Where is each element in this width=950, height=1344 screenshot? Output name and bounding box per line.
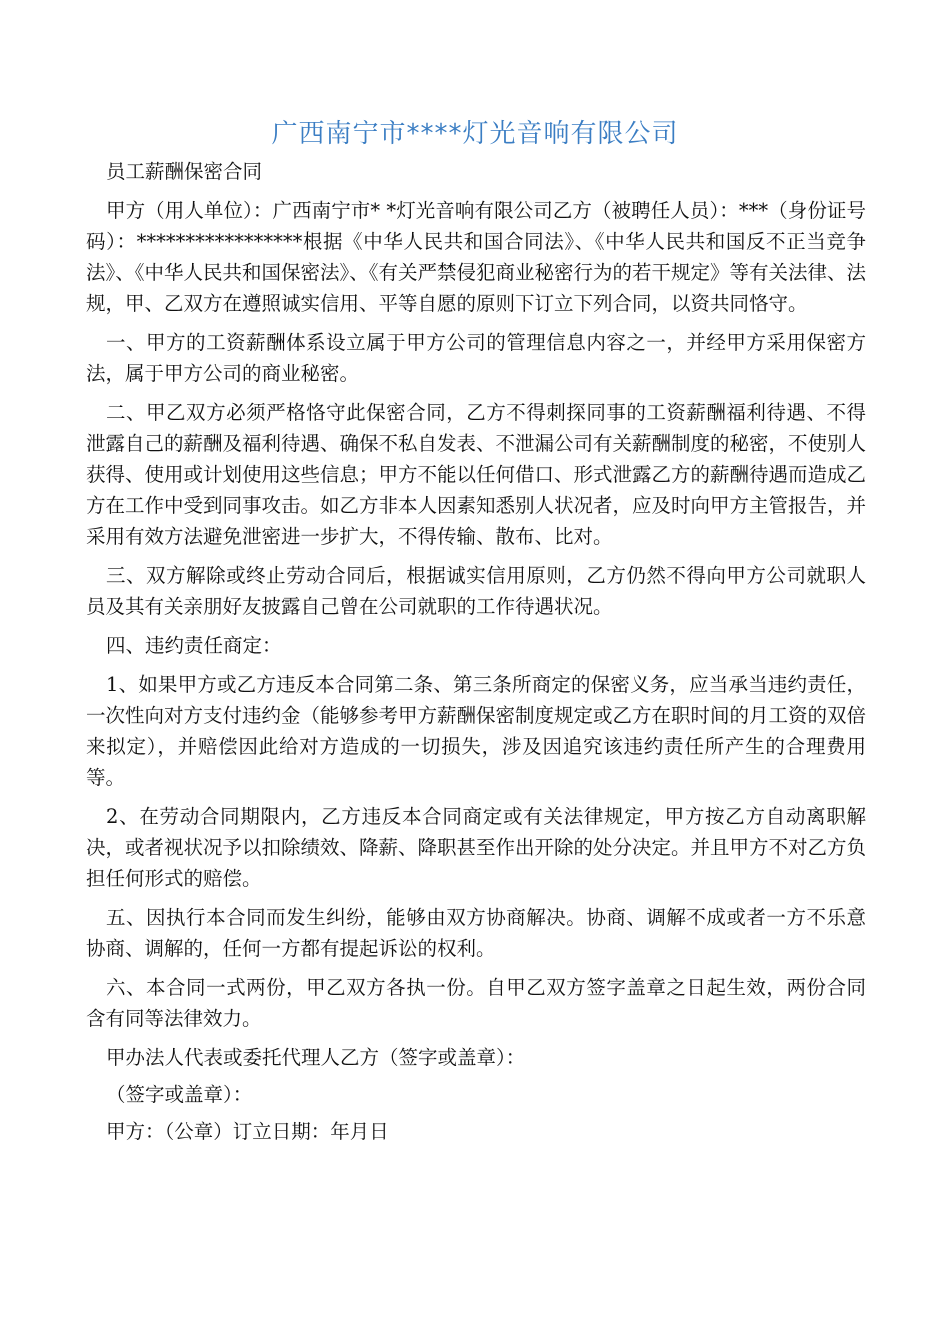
signature-line-seal: （签字或盖章）： xyxy=(106,1083,253,1106)
parties-intro-paragraph: 甲方（用人单位）：广西南宁市* *灯光音响有限公司乙方（被聘任人员）：***（身份证号码）：*****************根据《中华人民共和国合同法》、《中华人民共和国反不正当竞争法》、《中华人民共和国保密法》、《有关严禁侵犯商业秘密行为的若干规定》等有关法律、法规，甲、乙双方在遵照诚实信用、平等自愿的原则下订立下列合同，以资共同恪守。 xyxy=(86,199,867,315)
contract-body xyxy=(86,156,866,1153)
company-title: 广西南宁市****灯光音响有限公司 xyxy=(271,119,679,149)
signature-line-date: 甲方：（公章）订立日期：年月日 xyxy=(106,1120,389,1143)
clause-5-paragraph: 五、因执行本合同而发生纠纷，能够由双方协商解决。协商、调解不成或者一方不乐意协商、调解的，任何一方都有提起诉讼的权利。 xyxy=(86,906,866,960)
clause-4-item-2: 2、在劳动合同期限内，乙方违反本合同商定或有关法律规定，甲方按乙方自动离职解决，或者视状况予以扣除绩效、降薪、降职甚至作出开除的处分决定。并且甲方不对乙方负担任何形式的赔偿。 xyxy=(86,805,867,890)
contract-name: 员工薪酬保密合同 xyxy=(106,160,263,183)
signature-line-representative: 甲办法人代表或委托代理人乙方（签字或盖章）： xyxy=(106,1046,526,1069)
clause-1-paragraph: 一、甲方的工资薪酬体系设立属于甲方公司的管理信息内容之一，并经甲方采用保密方法，属于甲方公司的商业秘密。 xyxy=(86,331,866,385)
clause-4-item-1: 1、如果甲方或乙方违反本合同第二条、第三条所商定的保密义务，应当承当违约责任，一次性向对方支付违约金（能够参考甲方薪酬保密制度规定或乙方在职时间的月工资的双倍来拟定），并赔偿因此给对方造成的一切损失，涉及因追究该违约责任所产生的合理费用等。 xyxy=(86,673,867,789)
clause-3-paragraph: 三、双方解除或终止劳动合同后，根据诚实信用原则，乙方仍然不得向甲方公司就职人员及其有关亲朋好友披露自己曾在公司就职的工作待遇状况。 xyxy=(86,564,866,618)
clause-4-heading: 四、违约责任商定： xyxy=(106,634,282,657)
clause-2-paragraph: 二、甲乙双方必须严格恪守此保密合同，乙方不得刺探同事的工资薪酬福利待遇、不得泄露自己的薪酬及福利待遇、确保不私自发表、不泄漏公司有关薪酬制度的秘密，不使别人获得、使用或计划使用这些信息；甲方不能以任何借口、形式泄露乙方的薪酬待遇而造成乙方在工作中受到同事攻击。如乙方非本人因素知悉别人状况者，应及时向甲方主管报告，并采用有效方法避免泄密进一步扩大，不得传输、散布、比对。 xyxy=(86,401,867,548)
clause-6-paragraph: 六、本合同一式两份，甲乙双方各执一份。自甲乙双方签字盖章之日起生效，两份合同含有同等法律效力。 xyxy=(86,976,866,1030)
